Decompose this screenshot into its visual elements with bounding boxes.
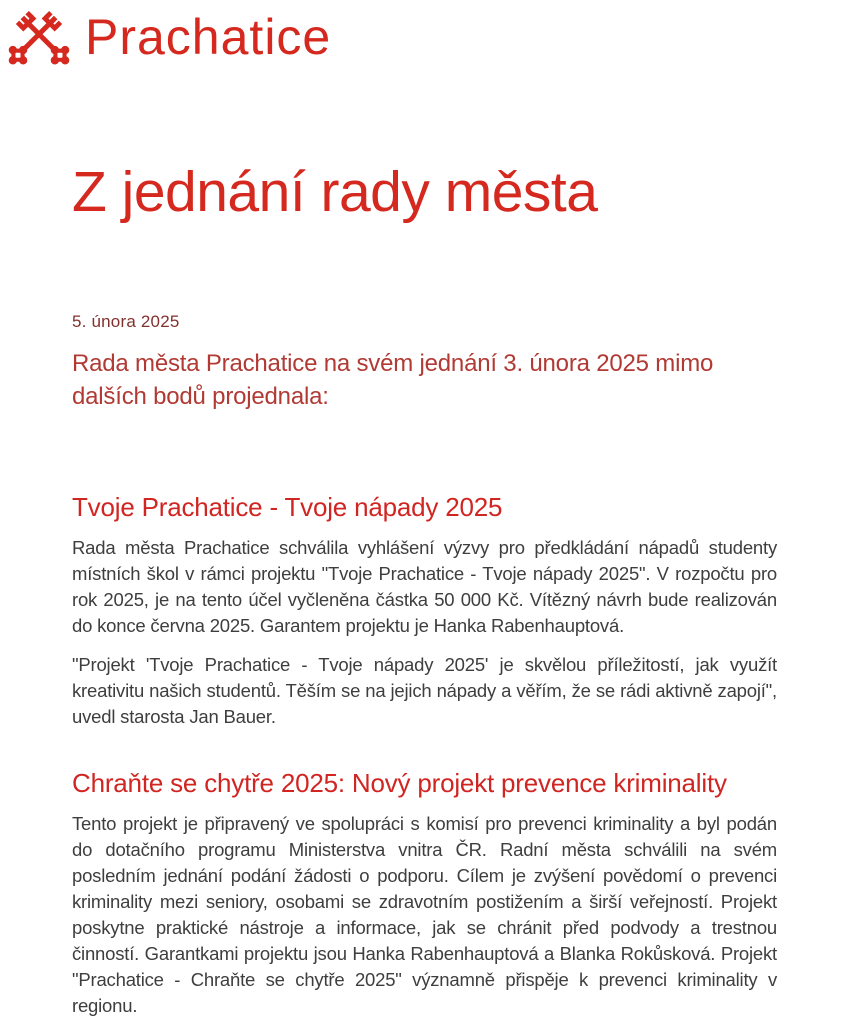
article-intro: Rada města Prachatice na svém jednání 3. února 2025 mimo dalších bodů projednala: [72,349,714,411]
article-date: 5. února 2025 [72,311,180,331]
article-section-tvoje-napady [72,492,777,730]
section-heading: Tvoje Prachatice - Tvoje nápady 2025 [72,491,503,522]
paragraph: Rada města Prachatice schválila vyhlášení výzvy pro předkládání nápadů studenty místních škol v rámci projektu "Tvoje Prachatice - Tvoje nápady 2025". V rozpočtu pro rok 2025, je na tento účel vyčleněna částka 50 000 Kč. Vítězný návrh bude realizován do konce června 2025. Garantem projektu je Hanka Rabenhauptová. [72,536,777,636]
article [0,160,849,1019]
paragraph: "Projekt 'Tvoje Prachatice - Tvoje nápady 2025' je skvělou příležitostí, jak využít kreativitu našich studentů. Těším se na jejich nápady a věřím, že se rádi aktivně zapojí", uvedl starosta Jan Bauer. [72,653,777,727]
brand-name[interactable]: Prachatice [85,9,332,65]
page-title: Z jednání rady města [72,160,598,224]
crossed-keys-icon [7,9,71,71]
site-header [0,0,849,76]
section-heading: Chraňte se chytře 2025: Nový projekt prevence kriminality [72,767,727,798]
brand-logo[interactable] [7,9,331,71]
paragraph: Tento projekt je připravený ve spolupráci s komisí pro prevenci kriminality a byl podán do dotačního programu Ministerstva vnitra ČR. Radní města schválili na svém posledním jednání podání žádosti o podporu. Cílem je zvýšení povědomí o prevenci kriminality mezi seniory, osobami se zdravotním postižením a širší veřejností. Projekt poskytne praktické nástroje a informace, jak se chránit před podvody a trestnou činností. Garantkami projektu jsou Hanka Rabenhauptová a Blanka Rokůsková. Projekt "Prachatice - Chraňte se chytře 2025" významně přispěje k prevenci kriminality v regionu. [72,813,777,1017]
article-section-chrante-se-chytre [72,768,777,1019]
